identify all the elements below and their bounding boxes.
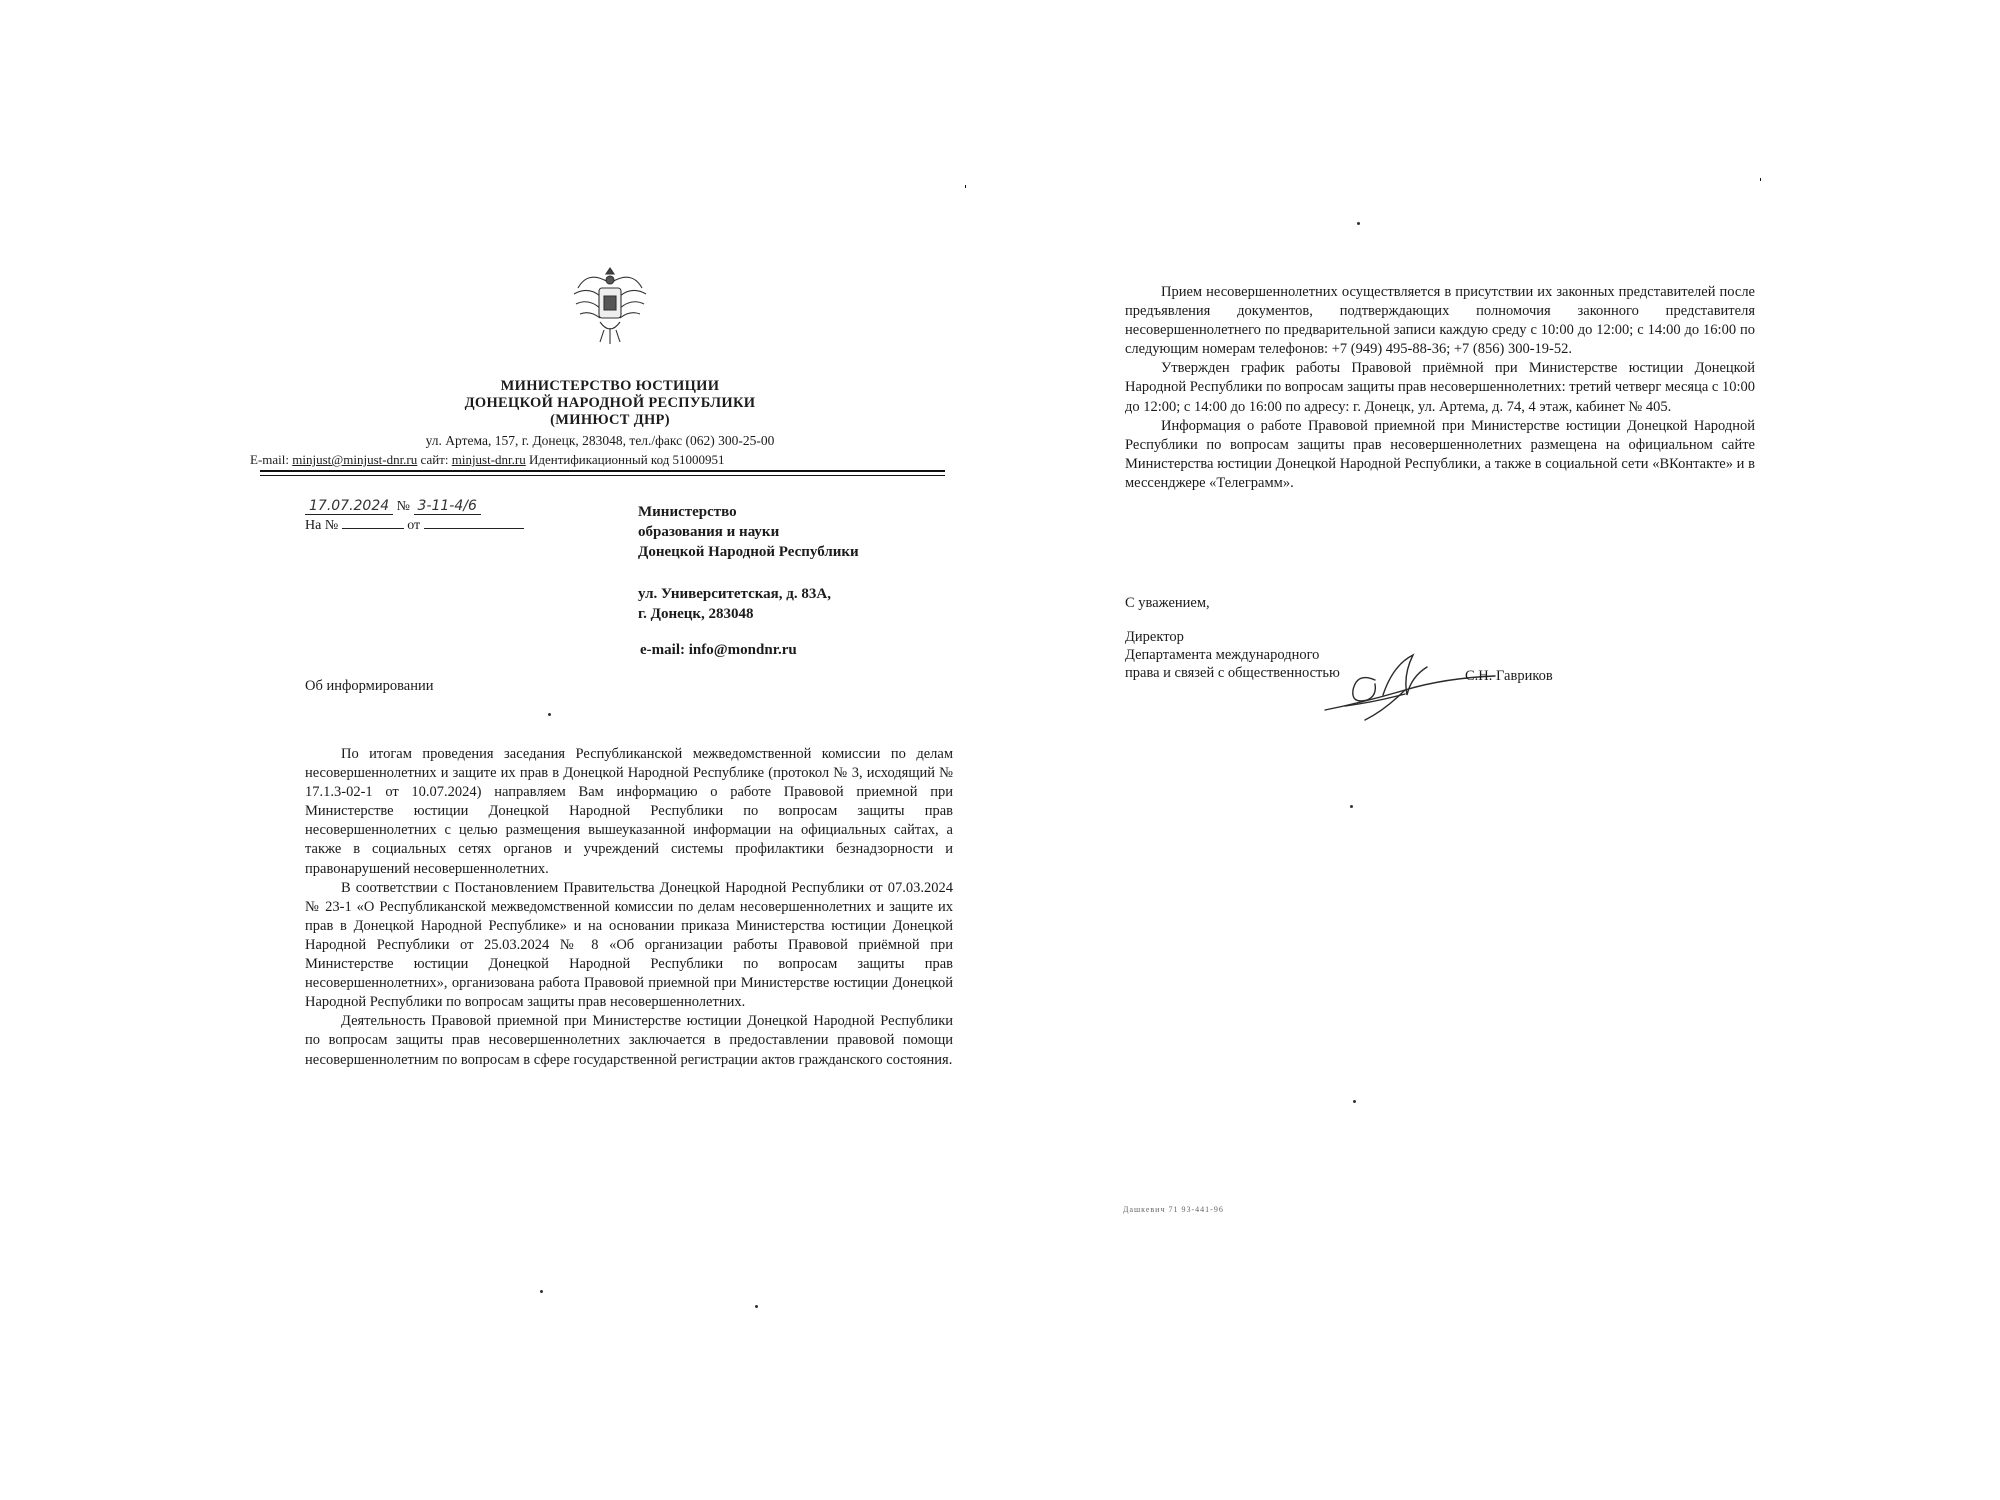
body-paragraph: В соответствии с Постановлением Правительства Донецкой Народной Республики от 07.03.2024 № 23-1 «О Республиканской межведомственной комиссии по делам несовершеннолетних и защите их прав в Донецкой Народной Республике» и на основании приказа Министерства юстиции Донецкой Народной Республики от 25.03.2024 № 8 «Об организации работы Правовой приёмной при Министерстве юстиции Донецкой Народной Республики по вопросам защиты прав несовершеннолетних», организована работа Правовой приемной при Министерстве юстиции Донецкой Народной Республики по вопросам защиты прав несовершеннолетних. (305, 879, 953, 1011)
body-paragraph: По итогам проведения заседания Республиканской межведомственной комиссии по делам несовершеннолетних и защите их прав в Донецкой Народной Республике (протокол № 3, исходящий № 17.1.3-02-1 от 10.07.2024) направляем Вам информацию о работе Правовой приемной при Министерстве юстиции Донецкой Народной Республики по вопросам защиты прав несовершеннолетних с целью размещения вышеуказанной информации на официальных сайтах, а также в социальных сетях органов и учреждений системы профилактики безнадзорности и правонарушений несовершеннолетних. (305, 746, 953, 877)
signer-position-line: права и связей с общественностью (1125, 665, 1340, 681)
ministry-contacts (250, 452, 950, 468)
letter-body-page-1 (305, 745, 953, 1070)
scan-speck (1357, 222, 1360, 225)
ministry-name-line: МИНИСТЕРСТВО ЮСТИЦИИ (500, 378, 720, 394)
reference-date-blank (424, 516, 524, 529)
signer-position-line: Директор (1125, 629, 1184, 645)
coat-of-arms-emblem (570, 260, 650, 350)
scan-speck (540, 1290, 543, 1293)
reference-line (305, 516, 524, 534)
recipient-name-line: Министерство (638, 504, 737, 520)
number-label: № (396, 499, 411, 514)
letter-page-2 (1025, 175, 1760, 1305)
ministry-address: ул. Артема, 157, г. Донецк, 283048, тел./факс (062) 300-25-00 (425, 433, 775, 448)
reference-number-label: На № (305, 518, 339, 533)
signer-name: С.Н. Гавриков (1465, 668, 1553, 684)
recipient-address-line: ул. Университетская, д. 83А, (638, 586, 831, 602)
registration-date: 17.07.2024 (305, 498, 393, 515)
scan-speck (548, 713, 551, 716)
email-label: E-mail: (250, 452, 289, 467)
scan-speck (755, 1305, 758, 1308)
letter-body-page-2 (1125, 283, 1755, 493)
signer-position-line: Департамента международного (1125, 647, 1320, 663)
ministry-name-line: ДОНЕЦКОЙ НАРОДНОЙ РЕСПУБЛИКИ (464, 395, 756, 411)
recipient-address-line: г. Донецк, 283048 (638, 606, 754, 622)
letter-subject: Об информировании (305, 678, 434, 694)
body-paragraph: Утвержден график работы Правовой приёмной при Министерстве юстиции Донецкой Народной Республики по вопросам защиты прав несовершеннолетних: третий четверг месяца с 10:00 до 12:00; с 14:00 до 16:00 по адресу: г. Донецк, ул. Артема, д. 74, 4 этаж, кабинет № 405. (1125, 360, 1755, 415)
registration-line (305, 498, 481, 515)
ministry-site-link[interactable]: minjust-dnr.ru (451, 452, 526, 467)
recipient-block (638, 502, 958, 660)
body-paragraph: Информация о работе Правовой приемной при Министерстве юстиции Донецкой Народной Республики по вопросам защиты прав несовершеннолетних размещена на официальном сайте Министерства юстиции Донецкой Народной Республики, а также в социальной сети «ВКонтакте» и в мессенджере «Телеграмм». (1125, 417, 1755, 491)
scan-speck (1350, 805, 1353, 808)
reference-number-blank (342, 516, 404, 529)
body-paragraph: Прием несовершеннолетних осуществляется в присутствии их законных представителей после предъявления документов, подтверждающих полномочия законного представителя несовершеннолетнего по предварительной записи каждую среду с 10:00 до 12:00; с 14:00 до 16:00 по следующим номерам телефонов: +7 (949) 495-88-36; +7 (856) 300-19-52. (1125, 284, 1755, 358)
letterhead-rule (260, 470, 945, 472)
ministry-email-link[interactable]: minjust@minjust-dnr.ru (292, 452, 418, 467)
site-label: сайт: (420, 452, 449, 467)
scan-speck (1353, 1100, 1356, 1103)
body-paragraph: Деятельность Правовой приемной при Министерстве юстиции Донецкой Народной Республики по вопросам защиты прав несовершеннолетних заключается в предоставлении правовой помощи несовершеннолетним по вопросам в сфере государственной регистрации актов гражданского состояния. (305, 1013, 953, 1068)
closing-salutation: С уважением, (1125, 595, 1210, 611)
recipient-name-line: Донецкой Народной Республики (638, 544, 859, 560)
handwritten-signature (1305, 640, 1505, 730)
recipient-name-line: образования и науки (638, 524, 780, 540)
letter-page-1 (230, 180, 965, 1345)
ministry-header (350, 378, 870, 429)
ministry-name-line: (МИНЮСТ ДНР) (550, 412, 670, 428)
registration-number: 3-11-4/6 (414, 498, 481, 515)
recipient-email: e-mail: info@mondnr.ru (640, 642, 797, 658)
identification-code: Идентификационный код 51000951 (529, 452, 725, 467)
letterhead-rule-thin (260, 475, 945, 476)
executor-footnote: Дашкевич 71 93-441-96 (1123, 1205, 1224, 1214)
reference-from-label: от (407, 518, 421, 533)
